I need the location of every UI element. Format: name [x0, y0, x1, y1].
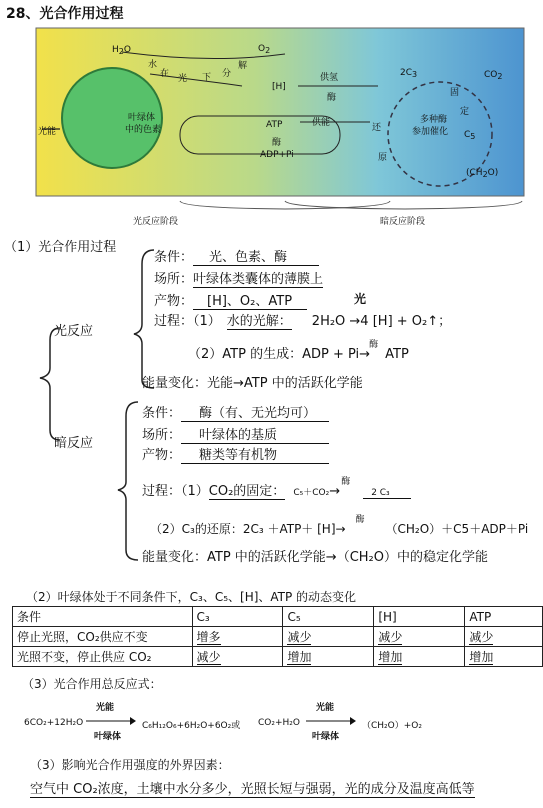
table-header: C₃: [192, 607, 283, 627]
part4-factors: 空气中 CO₂浓度，土壤中水分多少，光照长短与强弱，光的成分及温度高低等: [30, 778, 475, 798]
photolysis-char-1: 水: [148, 60, 158, 70]
eq1-catalyst-bottom: 叶绿体: [94, 732, 122, 742]
photolysis-char-3: 光: [178, 74, 188, 84]
part4-heading: （3）影响光合作用强度的外界因素：: [30, 758, 230, 772]
lr-product: 产物： [H]、O₂、ATP: [154, 290, 307, 310]
table-cell: 减少: [374, 627, 465, 647]
dark-reaction-label: 暗反应: [54, 436, 94, 451]
eq2-right: （CH₂O）+O₂: [362, 721, 422, 731]
light-condition-label: 光: [354, 292, 367, 306]
eq2-catalyst-bottom: 叶绿体: [312, 732, 340, 742]
enzymes-label-2: 参加催化: [412, 127, 449, 137]
eq1-arrow: [86, 716, 136, 726]
table-header: [H]: [374, 607, 465, 627]
eq1-left: 6CO₂+12H₂O: [24, 718, 84, 728]
table-cell: 增加: [374, 647, 465, 667]
o2-label: O2: [258, 44, 271, 55]
eq2-left: CO₂+H₂O: [258, 718, 300, 728]
photolysis-char-4: 下: [202, 73, 212, 83]
adp-pi-label: ADP+Pi: [260, 150, 294, 160]
table-cell: 减少: [283, 627, 374, 647]
light-reaction-label: 光反应: [54, 324, 94, 339]
ch2o-label: (CH2O): [466, 168, 499, 179]
atp-label: ATP: [266, 120, 283, 130]
c5-label: C5: [464, 130, 476, 141]
table-row: [13, 647, 543, 667]
chloroplast-label-1: 叶绿体: [128, 113, 156, 123]
table-header-row: [13, 607, 543, 627]
lr-place: 场所：叶绿体类囊体的薄膜上: [154, 268, 323, 288]
dr-energy: 能量变化：ATP 中的活跃化学能→（CH₂O）中的稳定化学能: [142, 550, 488, 565]
h-label: [H]: [272, 82, 286, 92]
part1-heading: （1）光合作用过程: [4, 240, 117, 255]
eq2-arrow: [306, 716, 356, 726]
reduce-char-2: 原: [378, 153, 388, 163]
table-cell: 增加: [283, 647, 374, 667]
enzyme-label: 酶: [272, 138, 282, 148]
supply-energy-label: 供能: [312, 118, 331, 128]
eq1-right: C₆H₁₂O₆+6H₂O+6O₂或: [142, 721, 241, 731]
lr-condition: 条件： 光、色素、酶: [154, 246, 319, 266]
dark-stage-label: 暗反应阶段: [380, 217, 426, 227]
eq2-catalyst-top: 光能: [316, 703, 335, 713]
table-cell: 光照不变，停止供应 CO₂: [13, 647, 193, 667]
dr-process2: （2）C₃的还原：2C₃ ＋ATP＋ [H] 酶 → （CH₂O）＋C5＋ADP＋Pi: [150, 515, 529, 536]
lr-process2: （2）ATP 的生成：ADP + Pi 酶 → ATP: [188, 340, 409, 362]
part2-heading: （2）叶绿体处于不同条件下，C₃、C₅、[H]、ATP 的动态变化: [26, 590, 357, 604]
dr-product: 产物： 糖类等有机物: [142, 444, 329, 464]
h2o-label: H2O: [112, 45, 131, 56]
light-stage-label: 光反应阶段: [133, 217, 179, 227]
supply-h-label: 供氢: [320, 73, 339, 83]
table-cell: 增多: [192, 627, 283, 647]
photolysis-char-2: 在: [160, 69, 170, 79]
table-header: 条件: [13, 607, 193, 627]
table-cell: 减少: [192, 647, 283, 667]
table-cell: 停止光照，CO₂供应不变: [13, 627, 193, 647]
table-cell: 增加: [465, 647, 543, 667]
fix-char-1: 固: [450, 88, 460, 98]
lr-energy: 能量变化：光能→ATP 中的活跃化学能: [142, 376, 363, 391]
table-cell: 减少: [465, 627, 543, 647]
dr-condition: 条件： 酶（有、无光均可）: [142, 402, 329, 422]
light-energy-label: 光能: [38, 127, 57, 137]
dr-place: 场所： 叶绿体的基质: [142, 424, 329, 444]
section-title: 28、光合作用过程: [6, 6, 124, 22]
reduce-char-1: 还: [372, 123, 382, 133]
part3-heading: （3）光合作用总反应式：: [22, 677, 162, 691]
co2-label: CO2: [484, 70, 503, 81]
table-header: C₅: [283, 607, 374, 627]
enzymes-label-1: 多种酶: [420, 115, 448, 125]
table-row: [13, 627, 543, 647]
lr-process1: 过程：（1） 水的光解： 2H₂O →4 [H] + O₂↑；: [154, 310, 451, 330]
fix-char-2: 定: [460, 107, 470, 117]
photolysis-char-5: 分: [222, 69, 232, 79]
table-header: ATP: [465, 607, 543, 627]
dr-process1: 过程：（1）CO₂的固定： C₅＋CO₂ 酶 → 2 C₃: [142, 480, 411, 500]
eq1-catalyst-top: 光能: [96, 703, 115, 713]
c3-label: 2C3: [400, 68, 418, 79]
photosynthesis-diagram: [30, 26, 526, 236]
photolysis-char-6: 解: [238, 61, 248, 71]
brace-lines: [30, 244, 160, 574]
supply-h-enzyme-label: 酶: [327, 93, 337, 103]
dynamic-change-table: [12, 606, 543, 667]
chloroplast-label-2: 中的色素: [125, 125, 162, 135]
